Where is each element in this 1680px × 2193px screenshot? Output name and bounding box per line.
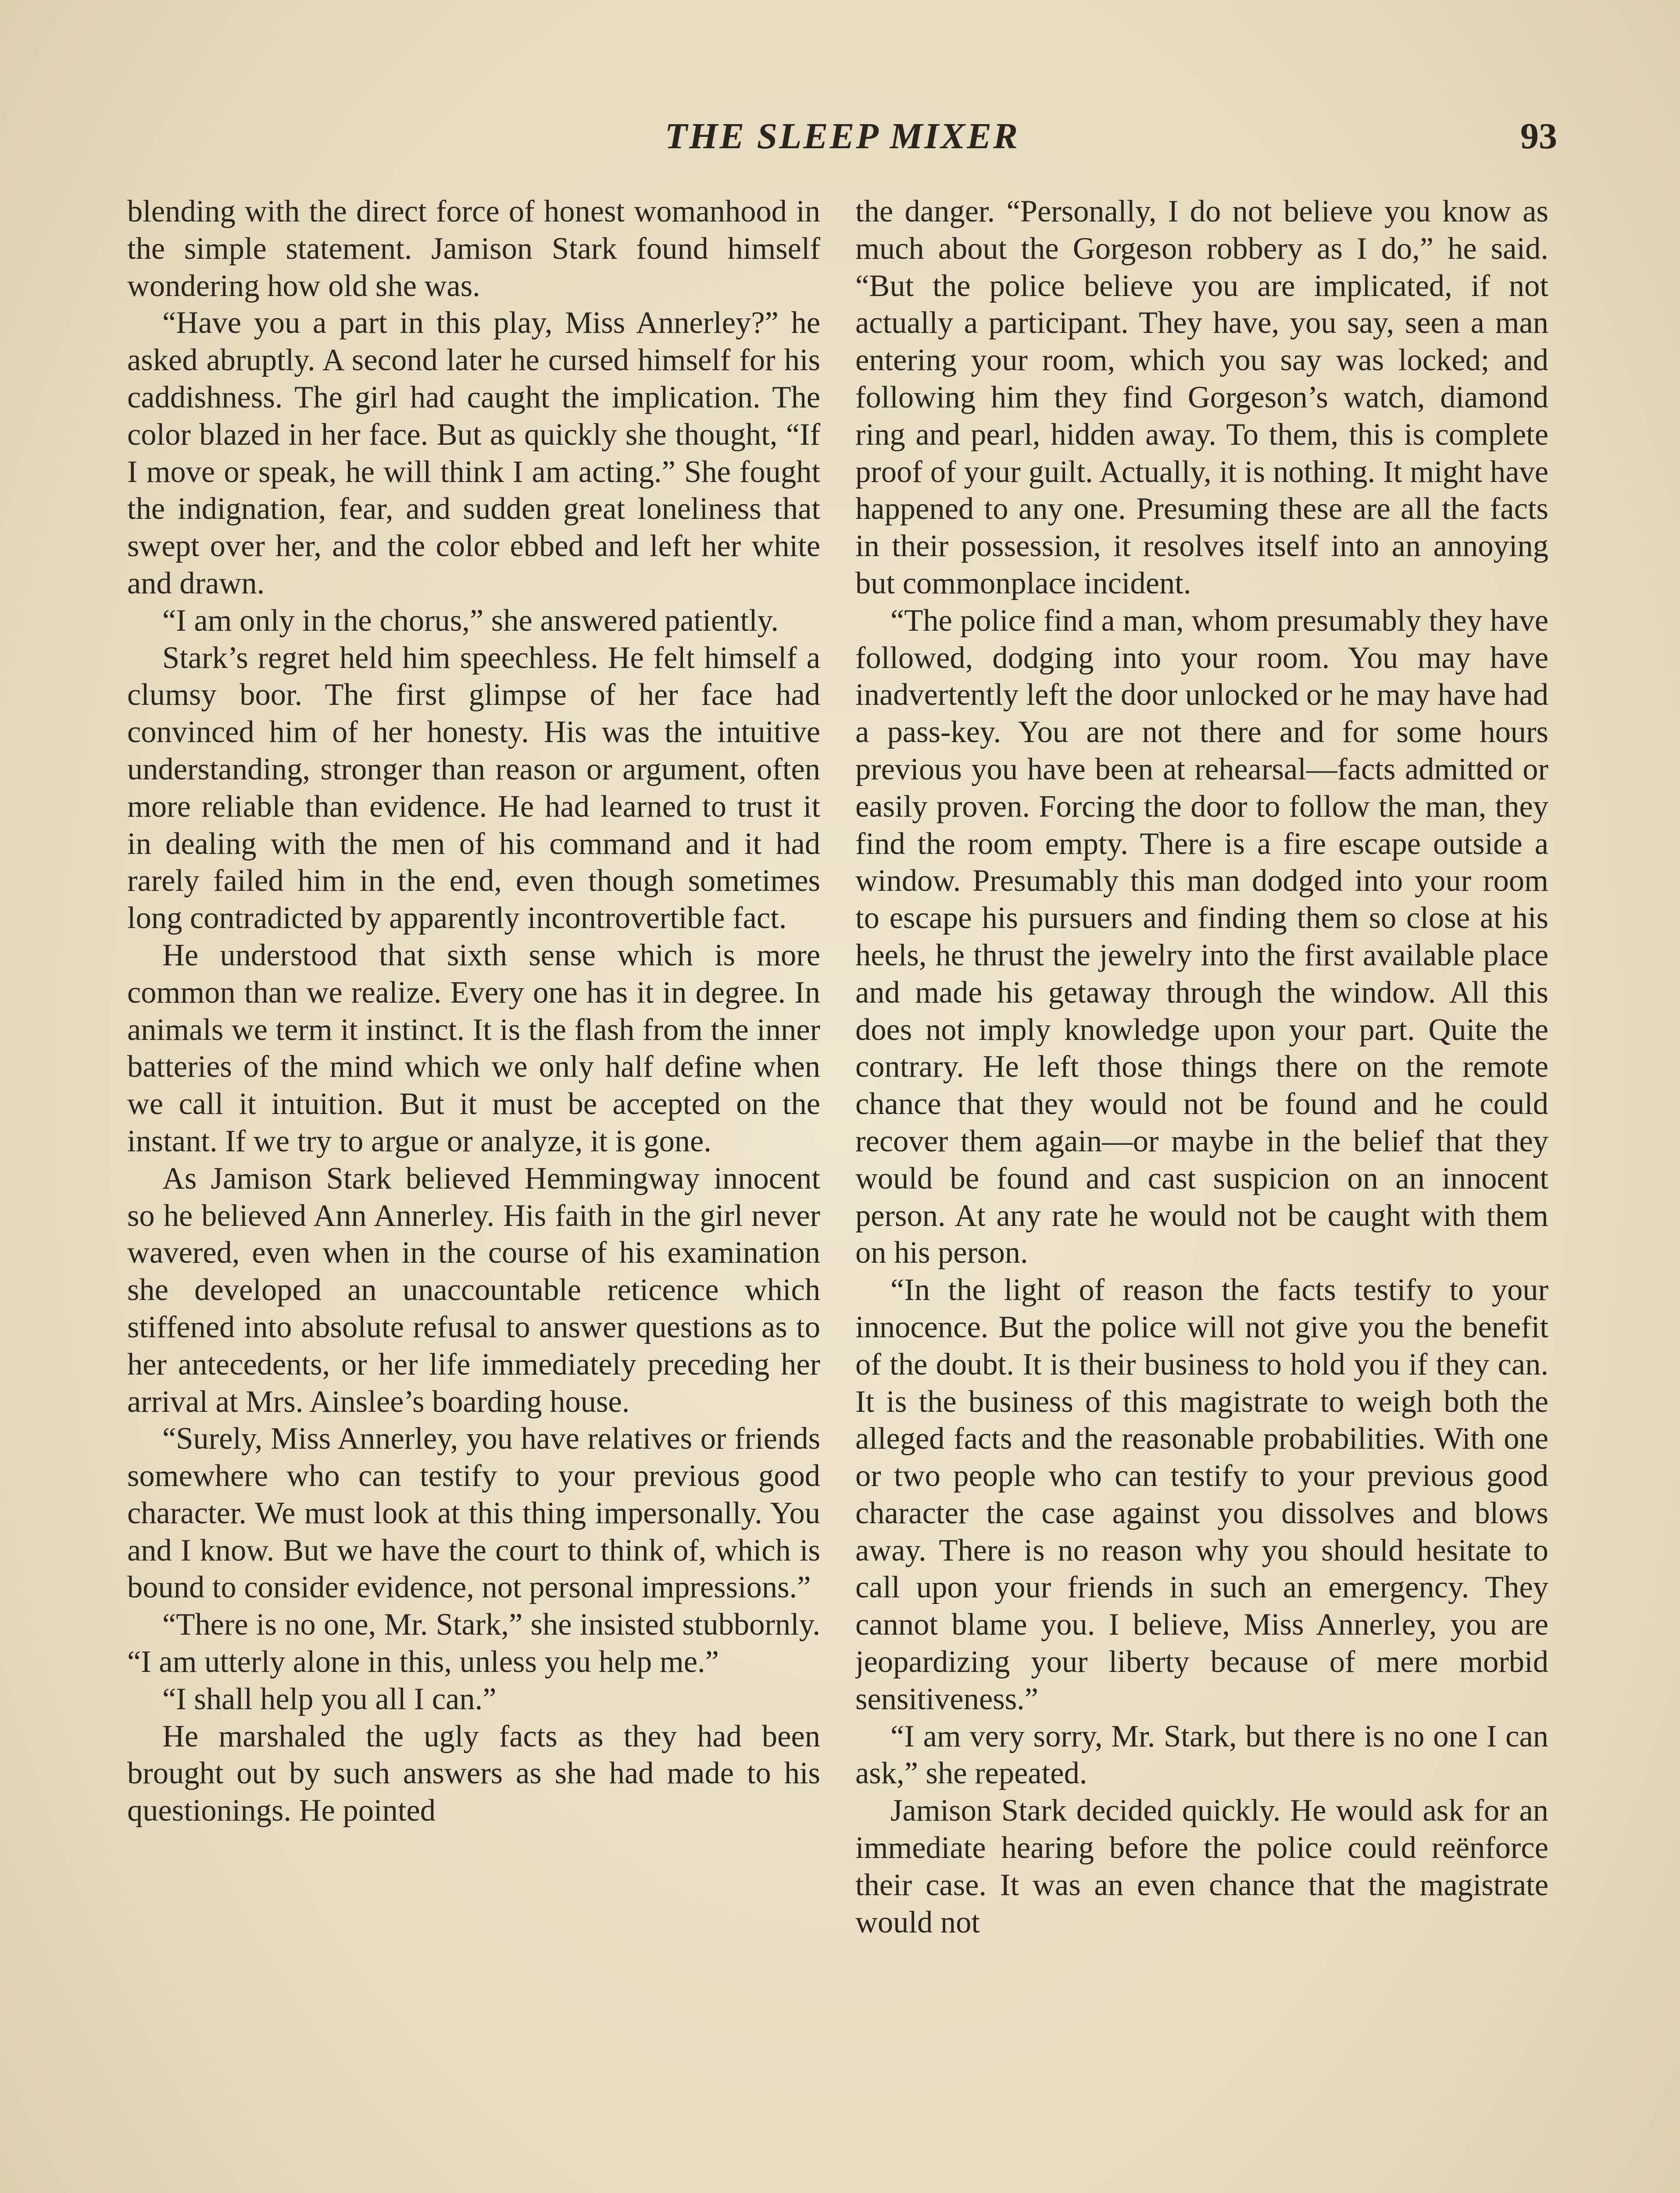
paragraph: Jamison Stark decided quickly. He would ask for an immediate hearing before the police could reënforce their case. It was an even chance that the magistrate would not [855,1793,1548,1939]
right-column [855,193,1548,2193]
paragraph: the danger. “Personally, I do not believe you know as much about the Gorgeson robbery as I do,” he said. “But the police believe you are implicated, if not actually a participant. They have, you say, seen a man entering your room, which you say was locked; and following him they find Gorgeson’s watch, diamond ring and pearl, hidden away. To them, this is complete proof of your guilt. Actually, it is nothing. It might have happened to any one. Presuming these are all the facts in their possession, it resolves itself into an annoying but commonplace incident. [855,194,1548,600]
left-column [127,193,820,2193]
paragraph: He marshaled the ugly facts as they had been brought out by such answers as she had made to his questionings. He pointed [127,1719,820,1828]
running-head [127,115,1557,163]
page-number: 93 [1520,116,1557,157]
paragraph: “I am only in the chorus,” she answered patiently. [162,603,779,638]
paragraph: “Surely, Miss Annerley, you have relatives or friends somewhere who can testify to your previous good character. We must look at this thing impersonally. You and I know. But we have the court to think of, which is bound to consider evidence, not personal impressions.” [127,1422,820,1605]
paragraph: “The police find a man, whom presumably they have followed, dodging into your room. You may have inadvertently left the door unlocked or he may have had a pass-key. You are not there and for some hours previous you have been at rehearsal—facts admitted or easily proven. Forcing the door to follow the man, they find the room empty. There is a fire escape outside a window. Presumably this man dodged into your room to escape his pursuers and finding them so close at his heels, he thrust the jewelry into the first available place and made his getaway through the window. All this does not imply knowledge upon your part. Quite the contrary. He left those things there on the remote chance that they would not be found and he could recover them again—or maybe in the belief that they would be found and cast suspicion on an innocent person. At any rate he would not be caught with them on his person. [855,603,1548,1270]
paragraph: Stark’s regret held him speechless. He felt himself a clumsy boor. The first glimpse of her face had convinced him of her honesty. His was the intuitive understanding, stronger than reason or argument, often more reliable than evidence. He had learned to trust it in dealing with the men of his command and it had rarely failed him in the end, even though sometimes long contradicted by apparently incontrovertible fact. [127,640,820,936]
running-title: THE SLEEP MIXER [665,116,1020,157]
paragraph: blending with the direct force of honest womanhood in the simple statement. Jamison Stark found himself wondering how old she was. [127,194,820,303]
paragraph: “There is no one, Mr. Stark,” she insisted stubbornly. “I am utterly alone in this, unless you help me.” [127,1607,820,1679]
paragraph: “I shall help you all I can.” [162,1682,497,1716]
paragraph: As Jamison Stark believed Hemmingway innocent so he believed Ann Annerley. His faith in the girl never wavered, even when in the course of his examination she developed an unaccountable reticence which stiffened into absolute refusal to answer questions as to her antecedents, or her life immediately preceding her arrival at Mrs. Ainslee’s boarding house. [127,1161,820,1419]
paragraph: He understood that sixth sense which is more common than we realize. Every one has it in degree. In animals we term it instinct. It is the flash from the inner batteries of the mind which we only half define when we call it intuition. But it must be accepted on the instant. If we try to argue or analyze, it is gone. [127,938,820,1158]
paragraph: “In the light of reason the facts testify to your innocence. But the police will not give you the benefit of the doubt. It is their business to hold you if they can. It is the business of this magistrate to weigh both the alleged facts and the reasonable probabilities. With one or two people who can testify to your previous good character the case against you dissolves and blows away. There is no reason why you should hesitate to call upon your friends in such an emergency. They cannot blame you. I believe, Miss Annerley, you are jeopardizing your liberty because of mere morbid sensitiveness.” [855,1273,1548,1716]
paragraph: “Have you a part in this play, Miss Annerley?” he asked abruptly. A second later he cursed himself for his caddishness. The girl had caught the implication. The color blazed in her face. But as quickly she thought, “If I move or speak, he will think I am acting.” She fought the indignation, fear, and sudden great loneliness that swept over her, and the color ebbed and left her white and drawn. [127,306,820,600]
paragraph: “I am very sorry, Mr. Stark, but there is no one I can ask,” she repeated. [855,1719,1548,1791]
